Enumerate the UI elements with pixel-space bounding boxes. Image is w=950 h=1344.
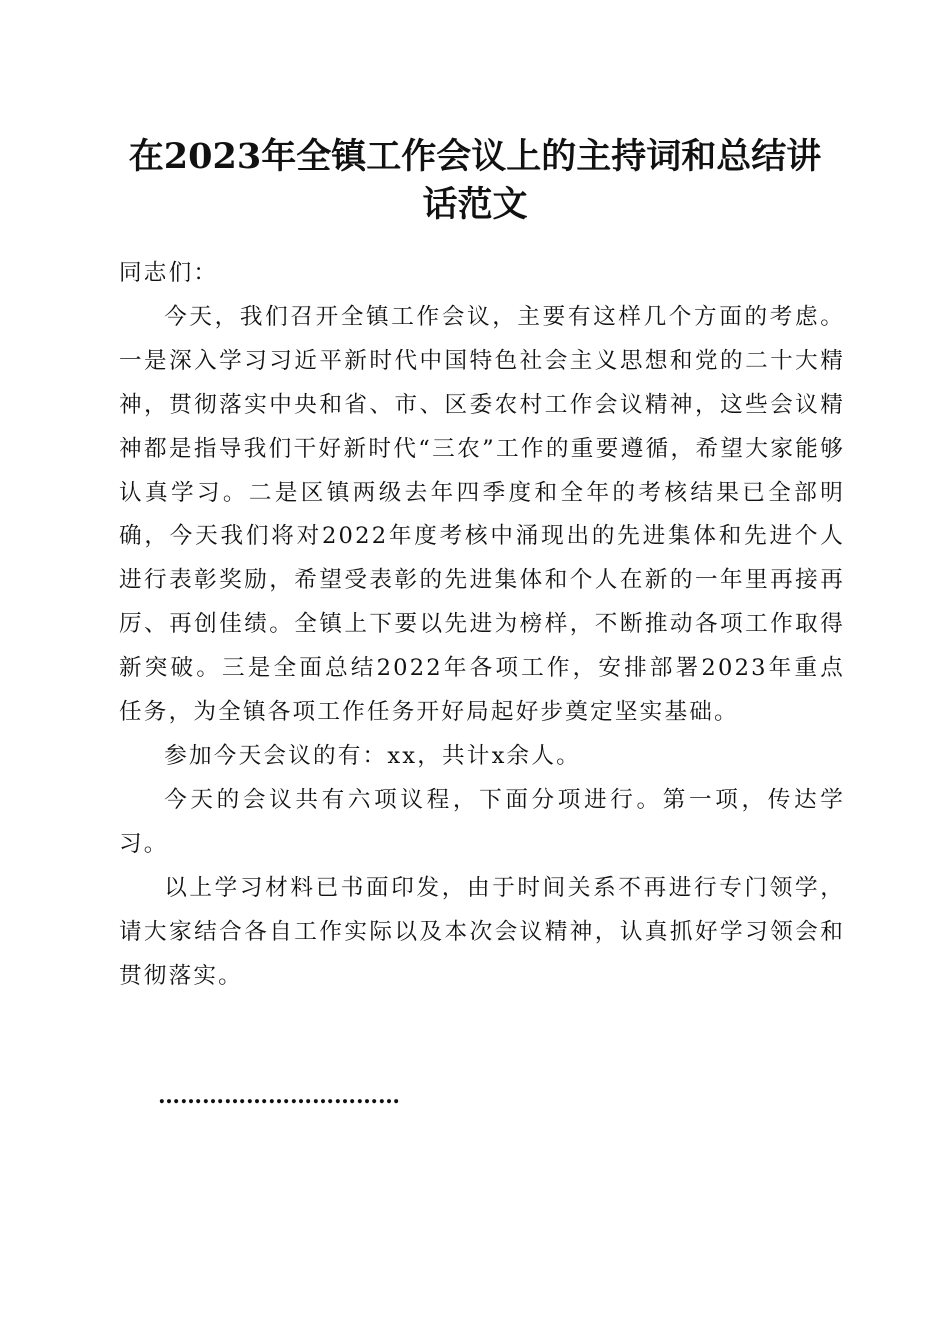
salutation: 同志们： [119, 260, 219, 286]
ellipsis-line: …………………………… [158, 1083, 400, 1109]
paragraph-3: 今天的会议共有六项议程，下面分项进行。第一项，传达学习。 [119, 786, 845, 857]
document-body [119, 252, 845, 998]
paragraph-1: 今天，我们召开全镇工作会议，主要有这样几个方面的考虑。一是深入学习习近平新时代中国特色社会主义思想和党的二十大精神，贯彻落实中央和省、市、区委农村工作会议精神，这些会议精神都是指导我们干好新时代“三农”工作的重要遵循，希望大家能够认真学习。二是区镇两级去年四季度和全年的考核结果已全部明确，今天我们将对2022年度考核中涌现出的先进集体和先进个人进行表彰奖励，希望受表彰的先进集体和个人在新的一年里再接再厉、再创佳绩。全镇上下要以先进为榜样，不断推动各项工作取得新突破。三是全面总结2022年各项工作，安排部署2023年重点任务，为全镇各项工作任务开好局起好步奠定坚实基础。 [119, 303, 845, 726]
paragraph-4: 以上学习材料已书面印发，由于时间关系不再进行专门领学，请大家结合各自工作实际以及本次会议精神，认真抓好学习领会和贯彻落实。 [119, 874, 845, 989]
document-title: 在2023年全镇工作会议上的主持词和总结讲话范文 [128, 136, 822, 225]
paragraph-2: 参加今天会议的有：xx，共计x余人。 [164, 742, 581, 769]
